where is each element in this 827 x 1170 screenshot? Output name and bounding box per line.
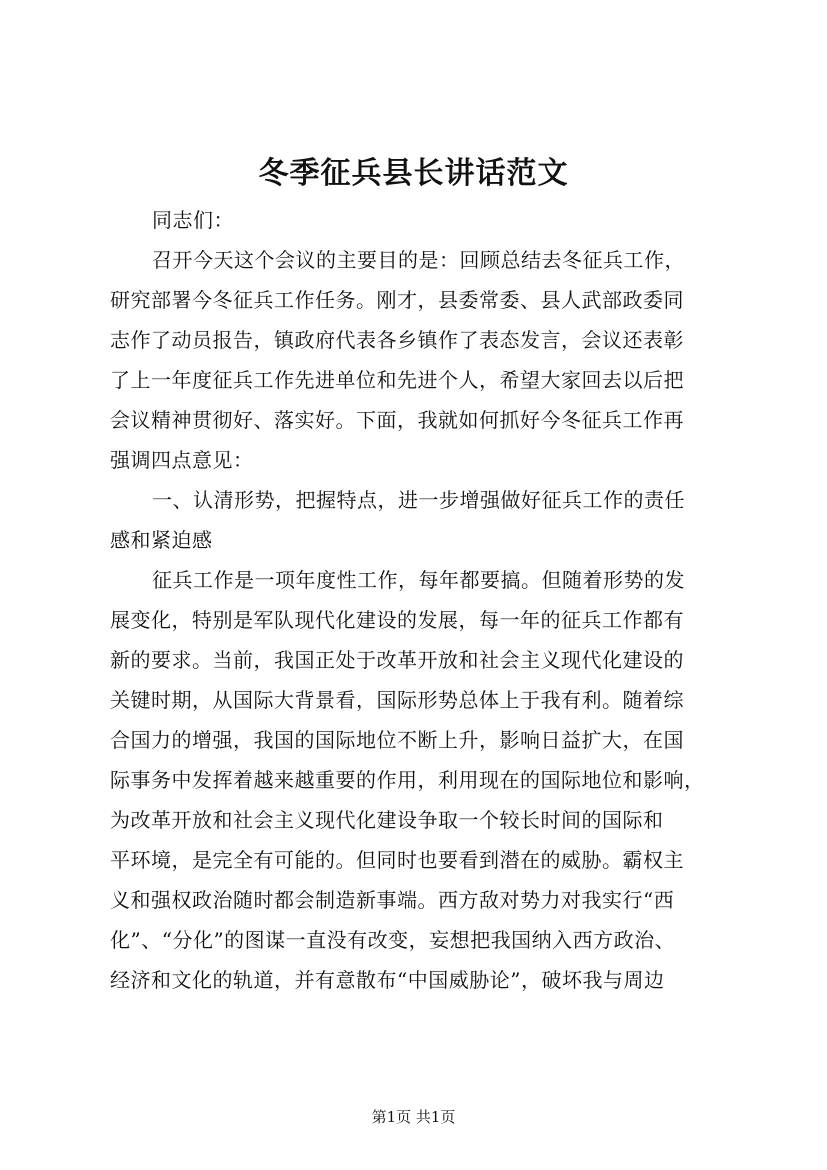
salutation-line: 同志们： [152, 208, 234, 232]
section-heading-line: 感和紧迫感 [110, 528, 213, 552]
document-body [110, 200, 722, 1000]
body-line: 志作了动员报告，镇政府代表各乡镇作了表态发言，会议还表彰 [110, 328, 684, 352]
body-line: 为改革开放和社会主义现代化建设争取一个较长时间的国际和 [110, 808, 664, 832]
body-line: 平环境，是完全有可能的。但同时也要看到潜在的威胁。霸权主 [110, 848, 684, 872]
body-line: 展变化，特别是军队现代化建设的发展，每一年的征兵工作都有 [110, 608, 684, 632]
body-line: 际事务中发挥着越来越重要的作用，利用现在的国际地位和影响， [110, 768, 705, 792]
section-heading-line: 一、认清形势，把握特点，进一步增强做好征兵工作的责任 [152, 488, 685, 512]
page-number-footer: 第1页 共1页 [371, 1108, 456, 1126]
body-line: 化”、“分化”的图谋一直没有改变，妄想把我国纳入西方政治、 [110, 928, 676, 952]
body-line: 关键时期，从国际大背景看，国际形势总体上于我有利。随着综 [110, 688, 684, 712]
body-line: 新的要求。当前，我国正处于改革开放和社会主义现代化建设的 [110, 648, 684, 672]
body-line: 经济和文化的轨道，并有意散布“中国威胁论”，破坏我与周边 [110, 968, 665, 992]
body-line: 强调四点意见： [110, 448, 254, 472]
body-line: 召开今天这个会议的主要目的是：回顾总结去冬征兵工作， [152, 248, 685, 272]
body-line: 征兵工作是一项年度性工作，每年都要搞。但随着形势的发 [152, 568, 685, 592]
body-line: 会议精神贯彻好、落实好。下面，我就如何抓好今冬征兵工作再 [110, 408, 684, 432]
body-line: 了上一年度征兵工作先进单位和先进个人，希望大家回去以后把 [110, 368, 684, 392]
body-line: 义和强权政治随时都会制造新事端。西方敌对势力对我实行“西 [110, 888, 675, 912]
body-line: 合国力的增强，我国的国际地位不断上升，影响日益扩大，在国 [110, 728, 684, 752]
body-line: 研究部署今冬征兵工作任务。刚才，县委常委、县人武部政委同 [110, 288, 684, 312]
document-title: 冬季征兵县长讲话范文 [258, 156, 569, 191]
